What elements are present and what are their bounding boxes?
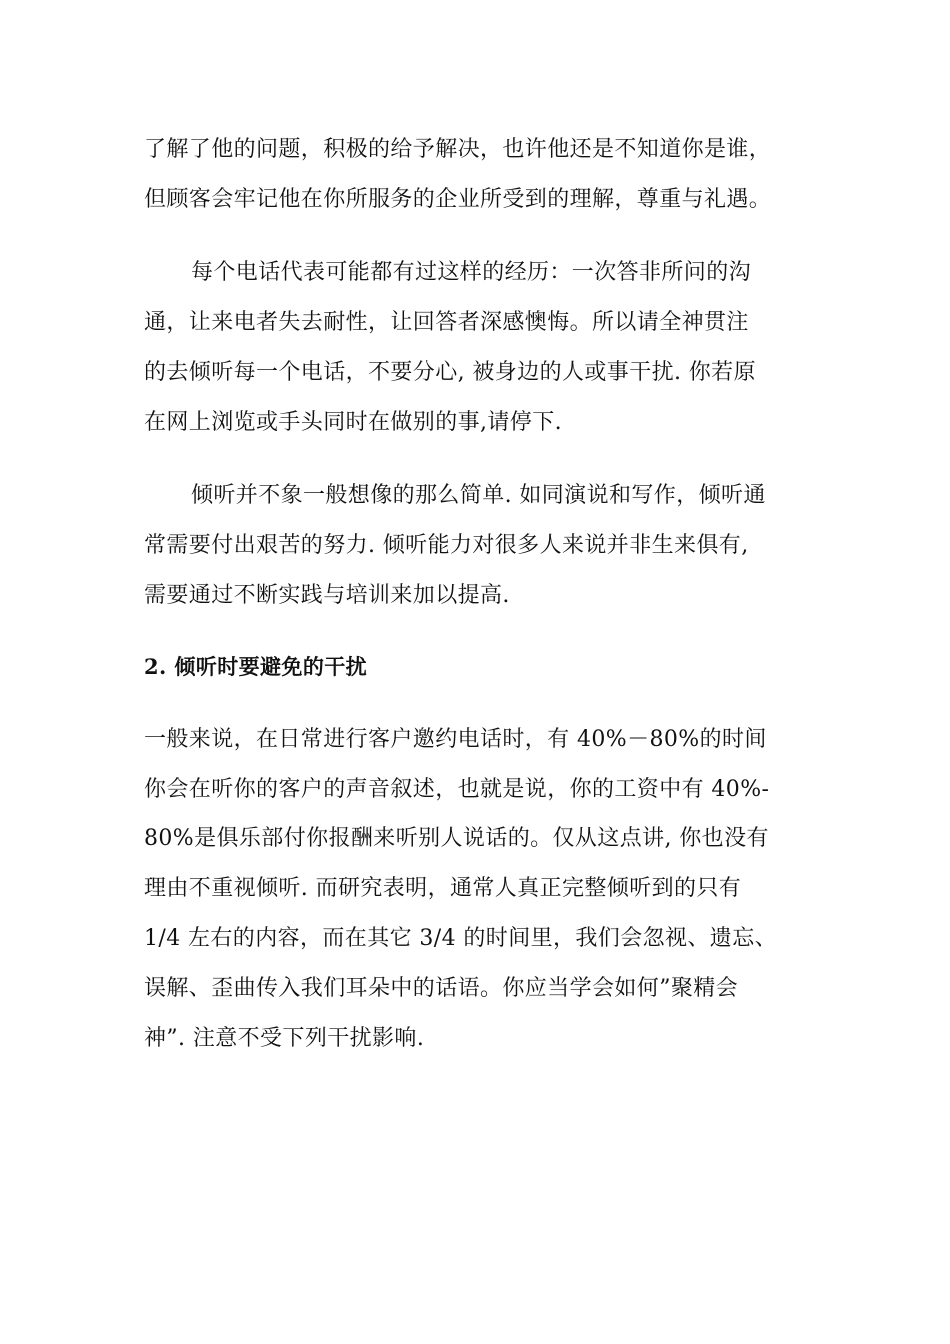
paragraph-4-line-2: 你会在听你的客户的声音叙述，也就是说，你的工资中有 40%- [144, 777, 770, 802]
paragraph-2-line-3: 的去倾听每一个电话，不要分心, 被身边的人或事干扰. 你若原 [144, 360, 756, 385]
paragraph-4-line-7: 神”. 注意不受下列干扰影响. [144, 1026, 425, 1051]
paragraph-4-line-5: 1/4 左右的内容，而在其它 3/4 的时间里，我们会忽视、遗忘、 [144, 926, 777, 951]
paragraph-3-line-1: 倾听并不象一般想像的那么简单. 如同演说和写作，倾听通 [191, 483, 766, 508]
paragraph-4-line-3: 80%是俱乐部付你报酬来听别人说话的。仅从这点讲, 你也没有 [144, 826, 769, 851]
paragraph-1-line-1: 了解了他的问题，积极的给予解决，也许他还是不知道你是谁， [144, 137, 772, 162]
paragraph-3-line-3: 需要通过不断实践与培训来加以提高. [144, 583, 510, 608]
paragraph-2-line-4: 在网上浏览或手头同时在做别的事,请停下. [144, 410, 562, 435]
section-heading: 2. 倾听时要避免的干扰 [144, 654, 368, 679]
paragraph-3-line-2: 常需要付出艰苦的努力. 倾听能力对很多人来说并非生来俱有, [144, 533, 749, 558]
paragraph-1-line-2: 但顾客会牢记他在你所服务的企业所受到的理解，尊重与礼遇。 [144, 187, 772, 212]
paragraph-4-line-1: 一般来说，在日常进行客户邀约电话时，有 40%－80%的时间 [144, 727, 767, 752]
paragraph-2-line-1: 每个电话代表可能都有过这样的经历：一次答非所问的沟 [191, 260, 752, 285]
paragraph-4-line-6: 误解、歪曲传入我们耳朵中的话语。你应当学会如何”聚精会 [144, 976, 739, 1001]
paragraph-2-line-2: 通，让来电者失去耐性，让回答者深感懊悔。所以请全神贯注 [144, 310, 749, 335]
paragraph-4-line-4: 理由不重视倾听. 而研究表明，通常人真正完整倾听到的只有 [144, 876, 742, 901]
